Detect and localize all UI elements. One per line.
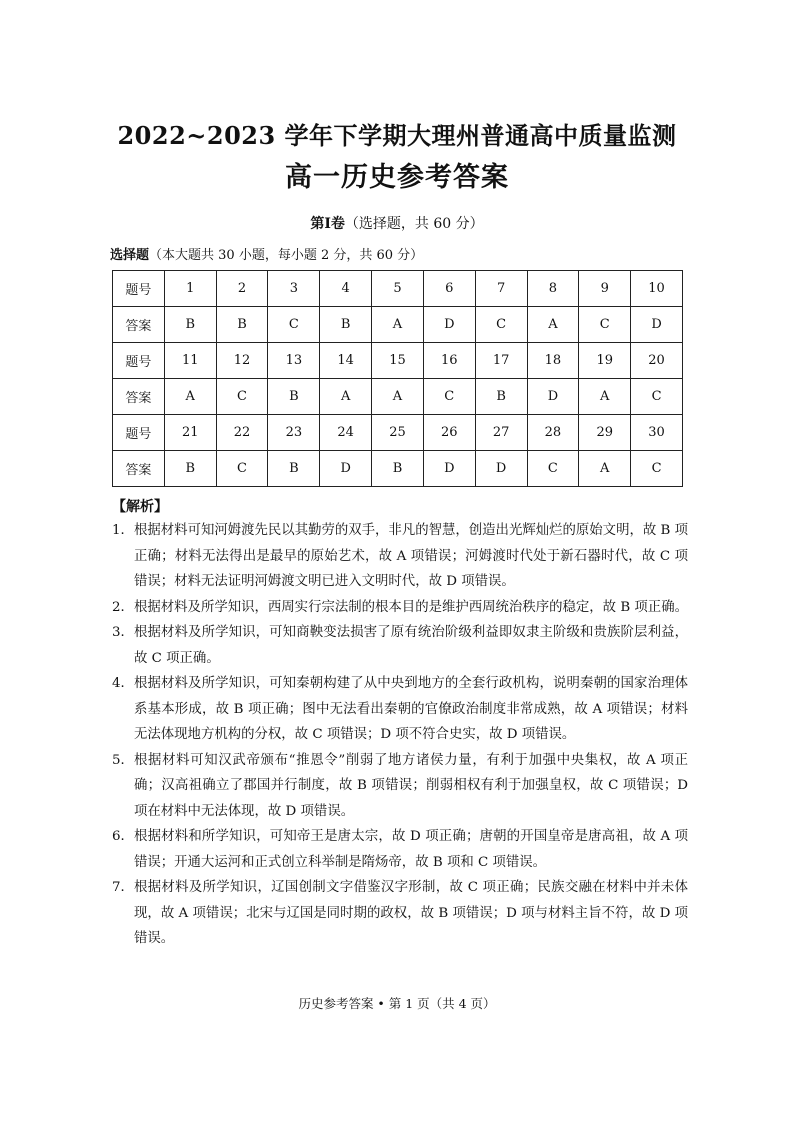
table-cell: A <box>320 379 372 415</box>
table-cell: 2 <box>216 271 268 307</box>
item-text: 根据材料和所学知识，可知帝王是唐太宗，故 D 项正确；唐朝的开国皇帝是唐高祖，故 A 项错误；开通大运河和正式创立科举制是隋炀帝，故 B 项和 C 项错误。 <box>134 829 688 870</box>
item-number: 4． <box>112 676 134 691</box>
table-cell: A <box>579 379 631 415</box>
table-cell: C <box>216 451 268 487</box>
table-cell: 3 <box>268 271 320 307</box>
table-cell: A <box>527 307 579 343</box>
item-number: 5． <box>112 752 134 768</box>
table-cell: C <box>475 307 527 343</box>
table-row <box>113 343 683 379</box>
table-cell: B <box>164 451 216 487</box>
list-item <box>112 620 688 671</box>
list-item <box>112 671 688 748</box>
row-header-cell: 答案 <box>113 451 165 487</box>
table-cell: 26 <box>423 415 475 451</box>
table-cell: 5 <box>372 271 424 307</box>
table-cell: 23 <box>268 415 320 451</box>
table-cell: 16 <box>423 343 475 379</box>
table-cell: 22 <box>216 415 268 451</box>
document-title: 2022~2023 学年下学期大理州普通高中质量监测 <box>117 121 677 150</box>
table-cell: 17 <box>475 343 527 379</box>
item-number: 7． <box>112 880 134 895</box>
row-header-cell: 题号 <box>113 271 165 307</box>
answer-table <box>112 270 683 487</box>
table-cell: B <box>164 307 216 343</box>
question-type-label: 选择题 <box>110 248 150 263</box>
table-cell: D <box>423 307 475 343</box>
table-row <box>113 271 683 307</box>
row-header-cell: 题号 <box>113 343 165 379</box>
table-cell: 18 <box>527 343 579 379</box>
section-heading <box>0 213 794 233</box>
table-cell: D <box>527 379 579 415</box>
question-intro <box>110 244 423 263</box>
section-name: 第Ⅰ卷 <box>310 216 345 232</box>
question-intro-note: （本大题共 30 小题，每小题 2 分，共 60 分） <box>149 248 424 263</box>
table-cell: 15 <box>372 343 424 379</box>
table-cell: 10 <box>631 271 683 307</box>
table-cell: A <box>164 379 216 415</box>
table-cell: 9 <box>579 271 631 307</box>
table-cell: 29 <box>579 415 631 451</box>
table-cell: 12 <box>216 343 268 379</box>
table-cell: D <box>631 307 683 343</box>
list-item <box>112 595 688 621</box>
table-cell: C <box>423 379 475 415</box>
table-cell: B <box>268 451 320 487</box>
table-cell: A <box>372 307 424 343</box>
table-cell: 6 <box>423 271 475 307</box>
table-cell: 8 <box>527 271 579 307</box>
page-footer: 历史参考答案 • 第 1 页（共 4 页） <box>298 996 496 1011</box>
table-cell: B <box>320 307 372 343</box>
table-cell: 14 <box>320 343 372 379</box>
row-header-cell: 答案 <box>113 307 165 343</box>
table-cell: D <box>423 451 475 487</box>
table-cell: B <box>475 379 527 415</box>
list-item <box>112 518 688 595</box>
item-text: 根据材料及所学知识，可知商鞅变法损害了原有统治阶级利益即奴隶主阶级和贵族阶层利益，故 C 项正确。 <box>134 625 688 666</box>
analysis-heading: 【解析】 <box>112 499 168 515</box>
table-row <box>113 379 683 415</box>
table-cell: 20 <box>631 343 683 379</box>
table-cell: 11 <box>164 343 216 379</box>
table-cell: C <box>631 379 683 415</box>
table-cell: 7 <box>475 271 527 307</box>
table-cell: A <box>579 451 631 487</box>
row-header-cell: 题号 <box>113 415 165 451</box>
table-cell: C <box>631 451 683 487</box>
item-number: 6． <box>112 829 134 844</box>
item-text: 根据材料可知汉武帝颁布“推恩令”削弱了地方诸侯力量，有利于加强中央集权，故 A 项正确；汉高祖确立了郡国并行制度，故 B 项错误；削弱相权有利于加强皇权，故 C 项错误；D 项在材料中无法体现，故 D 项错误。 <box>134 752 688 819</box>
item-text: 根据材料及所学知识，辽国创制文字借鉴汉字形制，故 C 项正确；民族交融在材料中并未体现，故 A 项错误；北宋与辽国是同时期的政权，故 B 项错误；D 项与材料主旨不符，故 D 项错误。 <box>134 880 688 946</box>
list-item <box>112 748 688 825</box>
table-cell: C <box>268 307 320 343</box>
table-cell: D <box>475 451 527 487</box>
table-cell: 19 <box>579 343 631 379</box>
table-cell: C <box>216 379 268 415</box>
analysis-list <box>112 518 688 952</box>
document-subtitle: 高一历史参考答案 <box>285 162 509 193</box>
table-cell: 13 <box>268 343 320 379</box>
item-text: 根据材料可知河姆渡先民以其勤劳的双手，非凡的智慧，创造出光辉灿烂的原始文明，故 B 项正确；材料无法得出是最早的原始艺术，故 A 项错误；河姆渡时代处于新石器时代，故 C 项错误；材料无法证明河姆渡文明已进入文明时代，故 D 项错误。 <box>134 523 688 589</box>
table-cell: 1 <box>164 271 216 307</box>
table-cell: 24 <box>320 415 372 451</box>
table-cell: B <box>268 379 320 415</box>
table-cell: B <box>216 307 268 343</box>
list-item <box>112 824 688 875</box>
item-number: 2． <box>112 599 134 615</box>
section-note: （选择题，共 60 分） <box>344 216 484 232</box>
table-cell: 27 <box>475 415 527 451</box>
table-cell: C <box>579 307 631 343</box>
table-cell: B <box>372 451 424 487</box>
row-header-cell: 答案 <box>113 379 165 415</box>
table-cell: D <box>320 451 372 487</box>
table-cell: 4 <box>320 271 372 307</box>
table-row <box>113 451 683 487</box>
item-number: 3． <box>112 625 134 640</box>
table-cell: C <box>527 451 579 487</box>
item-number: 1． <box>112 523 134 538</box>
table-row <box>113 307 683 343</box>
table-cell: 21 <box>164 415 216 451</box>
table-row <box>113 415 683 451</box>
item-text: 根据材料及所学知识，可知秦朝构建了从中央到地方的全套行政机构，说明秦朝的国家治理体系基本形成，故 B 项正确；图中无法看出秦朝的官僚政治制度非常成熟，故 A 项错误；材料无法体现地方机构的分权，故 C 项错误；D 项不符合史实，故 D 项错误。 <box>134 676 688 742</box>
item-text: 根据材料及所学知识，西周实行宗法制的根本目的是维护西周统治秩序的稳定，故 B 项正确。 <box>134 599 688 615</box>
table-cell: 25 <box>372 415 424 451</box>
table-cell: A <box>372 379 424 415</box>
table-cell: 30 <box>631 415 683 451</box>
table-cell: 28 <box>527 415 579 451</box>
list-item <box>112 875 688 952</box>
